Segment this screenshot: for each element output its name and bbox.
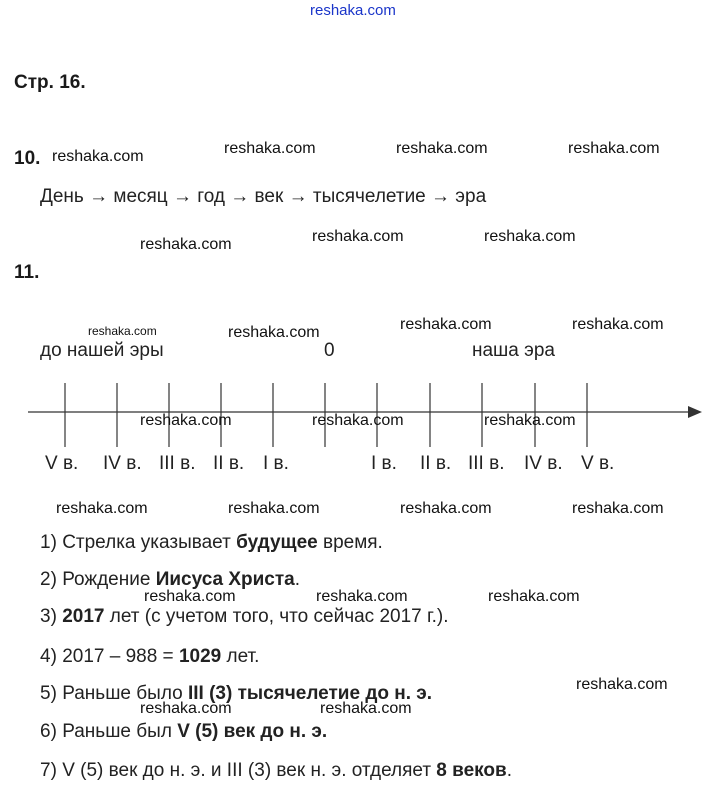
century-bc-5: V в. (45, 453, 79, 474)
watermark: reshaka.com (484, 228, 576, 245)
task-10-sequence: День → месяц → год → век → тысячелетие → эра (40, 186, 487, 207)
watermark: reshaka.com (140, 236, 232, 253)
century-bc-3: III в. (159, 453, 196, 474)
answer-6: 6) Раньше был V (5) век до н. э. (40, 721, 328, 742)
watermark: reshaka.com (484, 412, 576, 429)
watermark: reshaka.com (488, 588, 580, 605)
watermark: reshaka.com (228, 324, 320, 341)
watermark: reshaka.com (396, 140, 488, 157)
task-11-number: 11. (14, 262, 40, 283)
watermark: reshaka.com (400, 316, 492, 333)
answer-4: 4) 2017 – 988 = 1029 лет. (40, 646, 260, 667)
watermark: reshaka.com (228, 500, 320, 517)
century-bc-4: IV в. (103, 453, 142, 474)
timeline-label-bc: до нашей эры (40, 340, 164, 361)
answer-2: 2) Рождение Иисуса Христа. (40, 569, 301, 590)
watermark: reshaka.com (56, 500, 148, 517)
watermark: reshaka.com (312, 412, 404, 429)
watermark: reshaka.com (140, 700, 232, 717)
answer-5: 5) Раньше было III (3) тысячелетие до н. э. (40, 683, 433, 704)
watermark: reshaka.com (316, 588, 408, 605)
timeline-label-ad: наша эра (472, 340, 555, 361)
task-10-number: 10. (14, 148, 41, 169)
answer-7: 7) V (5) век до н. э. и III (3) век н. э. отделяет 8 веков. (40, 760, 512, 781)
watermark: reshaka.com (312, 228, 404, 245)
watermark: reshaka.com (224, 140, 316, 157)
century-ad-3: III в. (468, 453, 505, 474)
watermark: reshaka.com (572, 316, 664, 333)
century-ad-1: I в. (371, 453, 397, 474)
watermark: reshaka.com (140, 412, 232, 429)
timeline-arrow-icon (688, 406, 702, 418)
watermark: reshaka.com (144, 588, 236, 605)
watermark: reshaka.com (400, 500, 492, 517)
page-title: Стр. 16. (14, 72, 86, 93)
century-ad-5: V в. (581, 453, 615, 474)
watermark: reshaka.com (572, 500, 664, 517)
answer-1: 1) Стрелка указывает будущее время. (40, 532, 383, 553)
century-ad-4: IV в. (524, 453, 563, 474)
timeline-label-zero: 0 (324, 340, 335, 361)
century-ad-2: II в. (420, 453, 452, 474)
watermark: reshaka.com (320, 700, 412, 717)
watermark: reshaka.com (52, 148, 144, 165)
site-header-link[interactable]: reshaka.com (310, 2, 396, 19)
watermark: reshaka.com (88, 324, 157, 338)
century-bc-1: I в. (263, 453, 289, 474)
century-bc-2: II в. (213, 453, 245, 474)
watermark: reshaka.com (576, 676, 668, 693)
watermark: reshaka.com (568, 140, 660, 157)
answer-3: 3) 2017 лет (с учетом того, что сейчас 2017 г.). (40, 606, 449, 627)
